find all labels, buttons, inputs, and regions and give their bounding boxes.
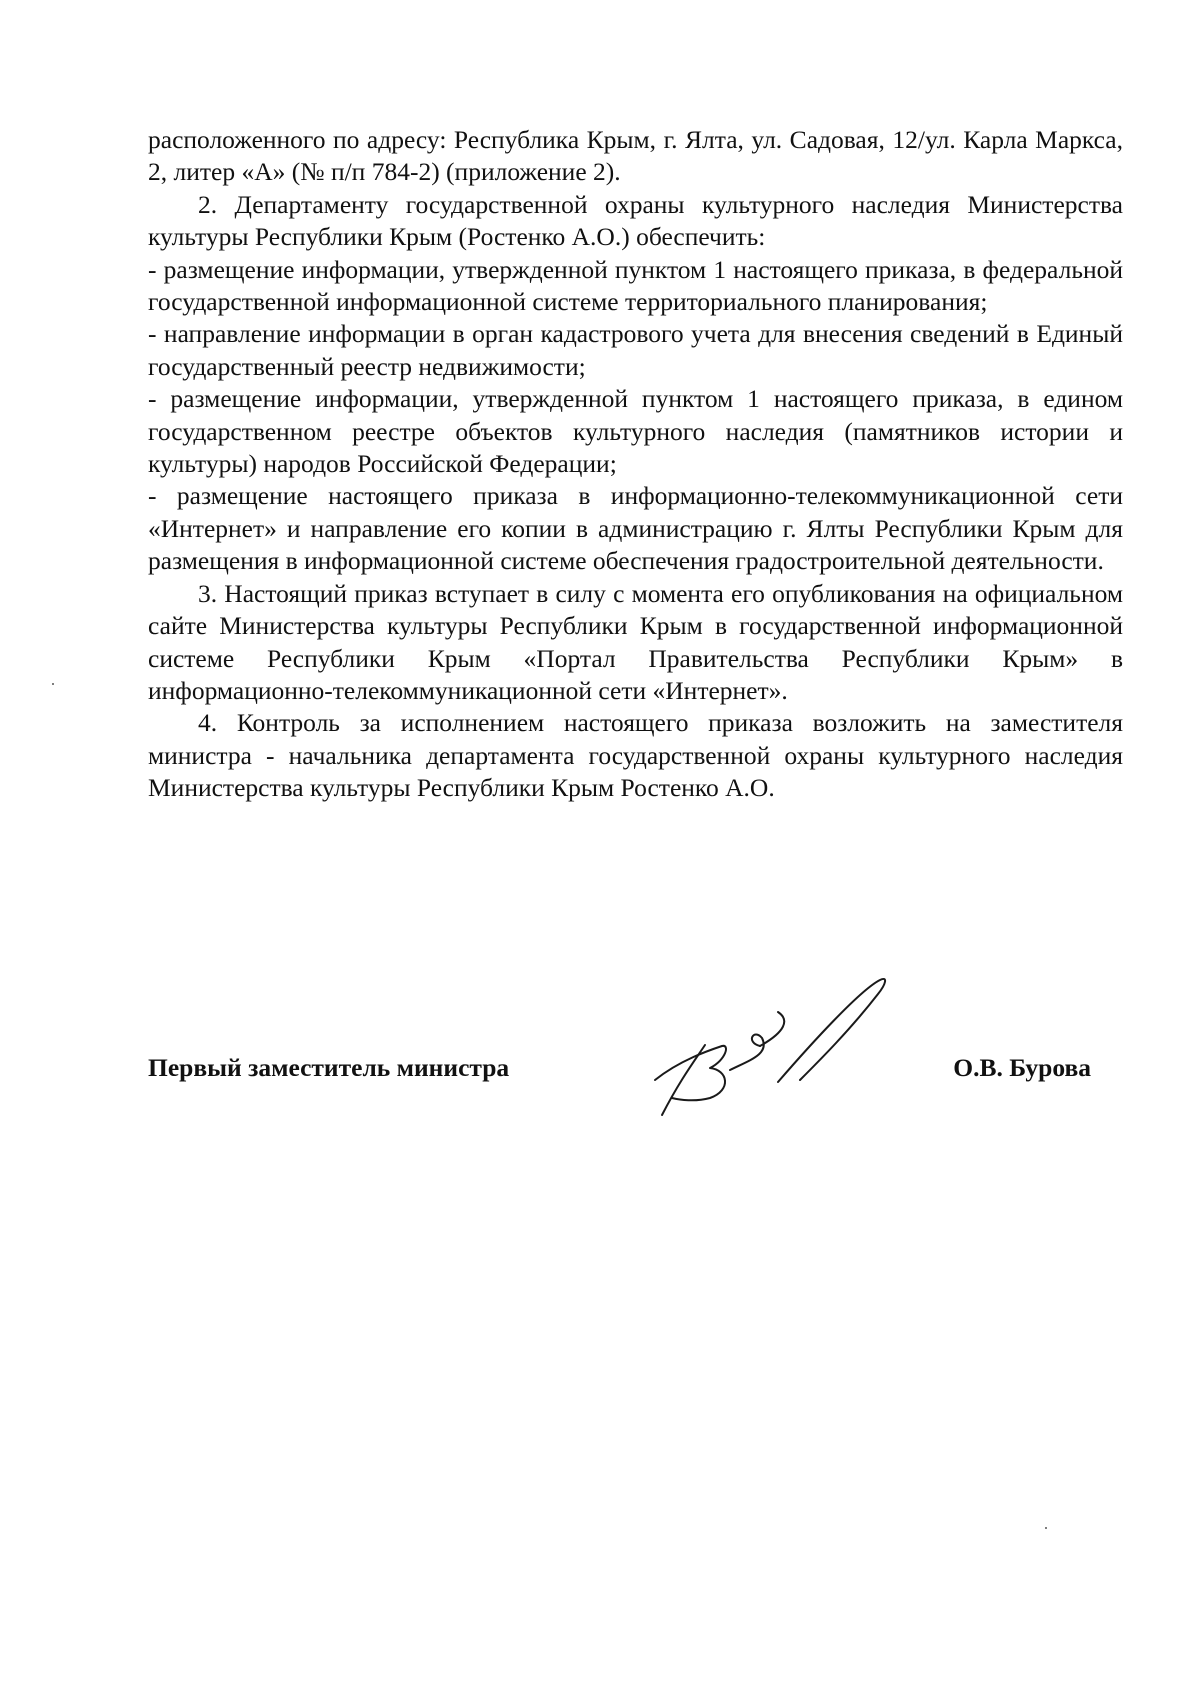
- paragraph-item-3: 3. Настоящий приказ вступает в силу с момента его опубликования на официальном сайте Министерства культуры Республики Крым в государственной информационной системе Республики Крым «Портал Правительства Республики Крым» в информационно-телекоммуникационной сети «Интернет».: [148, 578, 1123, 705]
- signatory-name: О.В. Бурова: [953, 1053, 1091, 1082]
- scan-speck: [52, 683, 54, 685]
- signatory-title: Первый заместитель министра: [148, 1053, 510, 1082]
- handwritten-signature: [650, 950, 910, 1120]
- paragraph-bullet-4: - размещение настоящего приказа в информационно-телекоммуникационной сети «Интернет» и направление его копии в администрацию г. Ялты Республики Крым для размещения в информационной системе обеспечения градостроительной деятельности.: [148, 481, 1123, 576]
- paragraph-bullet-3: - размещение информации, утвержденной пунктом 1 настоящего приказа, в едином государственном реестре объектов культурного наследия (памятников истории и культуры) народов Российской Федерации;: [148, 384, 1123, 479]
- document-body: [148, 124, 1123, 805]
- paragraph-item-4: 4. Контроль за исполнением настоящего приказа возложить на заместителя министра - начальника департамента государственной охраны культурного наследия Министерства культуры Республики Крым Ростенко А.О.: [148, 708, 1123, 803]
- paragraph-bullet-2: - направление информации в орган кадастрового учета для внесения сведений в Единый государственный реестр недвижимости;: [148, 319, 1123, 381]
- scan-speck: [1045, 1527, 1047, 1529]
- paragraph-bullet-1: - размещение информации, утвержденной пунктом 1 настоящего приказа, в федеральной государственной информационной системе территориального планирования;: [148, 254, 1123, 317]
- paragraph-address: расположенного по адресу: Республика Крым, г. Ялта, ул. Садовая, 12/ул. Карла Маркса, 2, литер «А» (№ п/п 784-2) (приложение 2).: [148, 125, 1123, 187]
- signature-block: [148, 1052, 1123, 1092]
- paragraph-item-2: 2. Департаменту государственной охраны культурного наследия Министерства культуры Республики Крым (Ростенко А.О.) обеспечить:: [148, 189, 1123, 252]
